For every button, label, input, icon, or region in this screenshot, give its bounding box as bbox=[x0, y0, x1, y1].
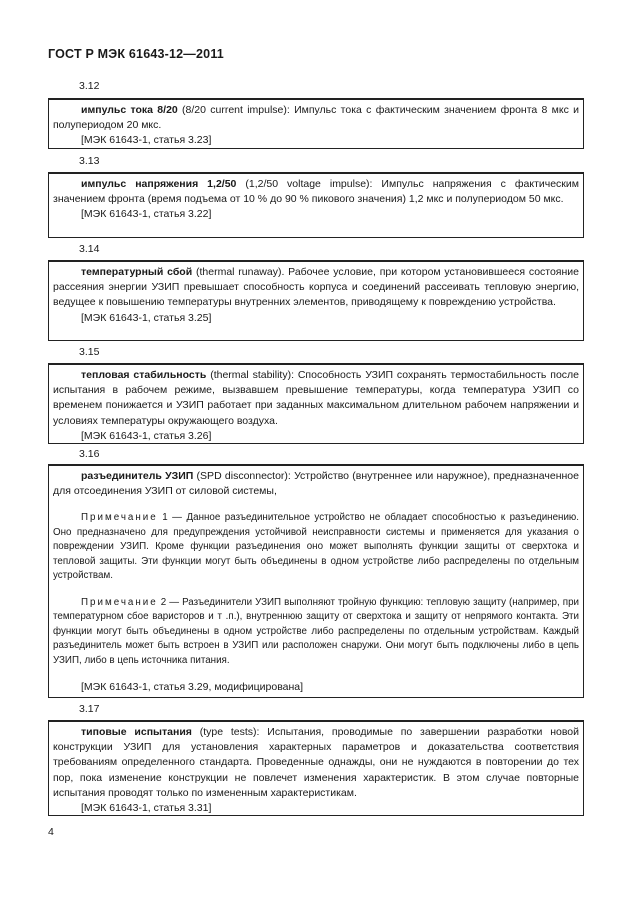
term-title: типовые испытания bbox=[81, 726, 192, 738]
term-box-3-17 bbox=[48, 720, 584, 816]
term-note-2 bbox=[53, 596, 579, 669]
term-box-3-14 bbox=[48, 260, 584, 341]
term-title: температурный сбой bbox=[81, 266, 193, 278]
term-text: (thermal runaway). Рабочее условие, при котором установившееся состояние рассеяния энергии УЗИП превышает способность корпуса и соединений рассеивать тепловую энергию, ведущее к повышению температуры внутренних элементов, приводящему к повреждению устройства. bbox=[53, 266, 579, 309]
document-header: ГОСТ Р МЭК 61643-12—2011 bbox=[48, 47, 224, 61]
term-box-3-16 bbox=[48, 464, 584, 698]
term-number-3-12: 3.12 bbox=[79, 80, 100, 92]
note-label: Примечание bbox=[81, 596, 158, 608]
term-box-3-12 bbox=[48, 98, 584, 149]
note-text: 2 — Разъединители УЗИП выполняют тройную функцию: тепловую защиту (например, при температурном сбое варисторов и т .п.), внутреннюю защиту от сверхтока и защиту от непрямого контакта. Эти функции могут быть объединены в одном устройстве либо распределены по отдельным устройствам. Каждый разъединитель может быть встроен в УЗИП или расположен снаружи. Они могут быть подключены либо в цепь УЗИП, либо в цепь источника питания. bbox=[53, 596, 579, 666]
term-text: (SPD disconnector): Устройство (внутреннее или наружное), предназначенное для отсоединения УЗИП от силовой системы, bbox=[53, 470, 579, 498]
term-title: импульс напряжения 1,2/50 bbox=[81, 178, 237, 190]
term-text: (1,2/50 voltage impulse): Импульс напряжения с фактическим значением фронта (время подъема от 10 % до 90 % пикового значения) 1,2 мкс и полупериодом 50 мкс. bbox=[53, 178, 579, 206]
term-number-3-16: 3.16 bbox=[79, 448, 100, 460]
note-label: Примечание bbox=[81, 512, 158, 524]
term-source: [МЭК 61643-1, статья 3.26] bbox=[81, 429, 212, 442]
term-box-3-15 bbox=[48, 363, 584, 444]
term-definition bbox=[53, 469, 579, 499]
term-source: [МЭК 61643-1, статья 3.23] bbox=[81, 134, 212, 147]
term-note-1 bbox=[53, 511, 579, 584]
term-number-3-15: 3.15 bbox=[79, 346, 100, 358]
term-box-3-13 bbox=[48, 172, 584, 238]
term-source: [МЭК 61643-1, статья 3.22] bbox=[81, 208, 212, 221]
term-definition bbox=[53, 368, 579, 429]
term-text: (type tests): Испытания, проводимые по завершении разработки новой конструкции УЗИП для установления характерных параметров и доказательства соответствия требованиям определенного стандарта. Проведенные однажды, они не нуждаются в повторении до тех пор, пока изменение конструкции не повлечет изменения характеристик. В этом случае повторные испытания проводят только по измененным характеристикам. bbox=[53, 726, 579, 799]
term-source: [МЭК 61643-1, статья 3.25] bbox=[81, 311, 212, 324]
term-definition bbox=[53, 265, 579, 311]
term-text: (thermal stability): Способность УЗИП сохранять термостабильность после испытания в рабочем режиме, вызвавшем превышение температуры, когда температура УЗИП со временем понижается и УЗИП работает при заданных максимальном длительном рабочем напряжении и условиях температуры окружающего воздуха. bbox=[53, 369, 579, 427]
term-text: (8/20 current impulse): Импульс тока с фактическим значением фронта 8 мкс и полупериодом 20 мкс. bbox=[53, 104, 579, 132]
note-text: 1 — Данное разъединительное устройство не обладает способностью к разъединению. Оно предназначено для предупреждения устойчивой неисправности системы и применяется для указания о повреждении УЗИП. Кроме функции разъединения оно может выполнять функции защиты от сверхтока и тепловой защиты. Эти функции могут быть объединены в одном устройстве либо распределены по отдельным устройствам. bbox=[53, 512, 579, 582]
term-title: импульс тока 8/20 bbox=[81, 104, 178, 116]
term-definition bbox=[53, 177, 579, 207]
term-number-3-17: 3.17 bbox=[79, 703, 100, 715]
term-number-3-13: 3.13 bbox=[79, 155, 100, 167]
term-number-3-14: 3.14 bbox=[79, 243, 100, 255]
term-source: [МЭК 61643-1, статья 3.29, модифицирована] bbox=[81, 681, 304, 694]
term-definition bbox=[53, 725, 579, 801]
term-source: [МЭК 61643-1, статья 3.31] bbox=[81, 802, 212, 815]
page-number: 4 bbox=[48, 826, 54, 838]
term-title: тепловая стабильность bbox=[81, 369, 207, 381]
term-title: разъединитель УЗИП bbox=[81, 470, 194, 482]
term-definition bbox=[53, 103, 579, 133]
